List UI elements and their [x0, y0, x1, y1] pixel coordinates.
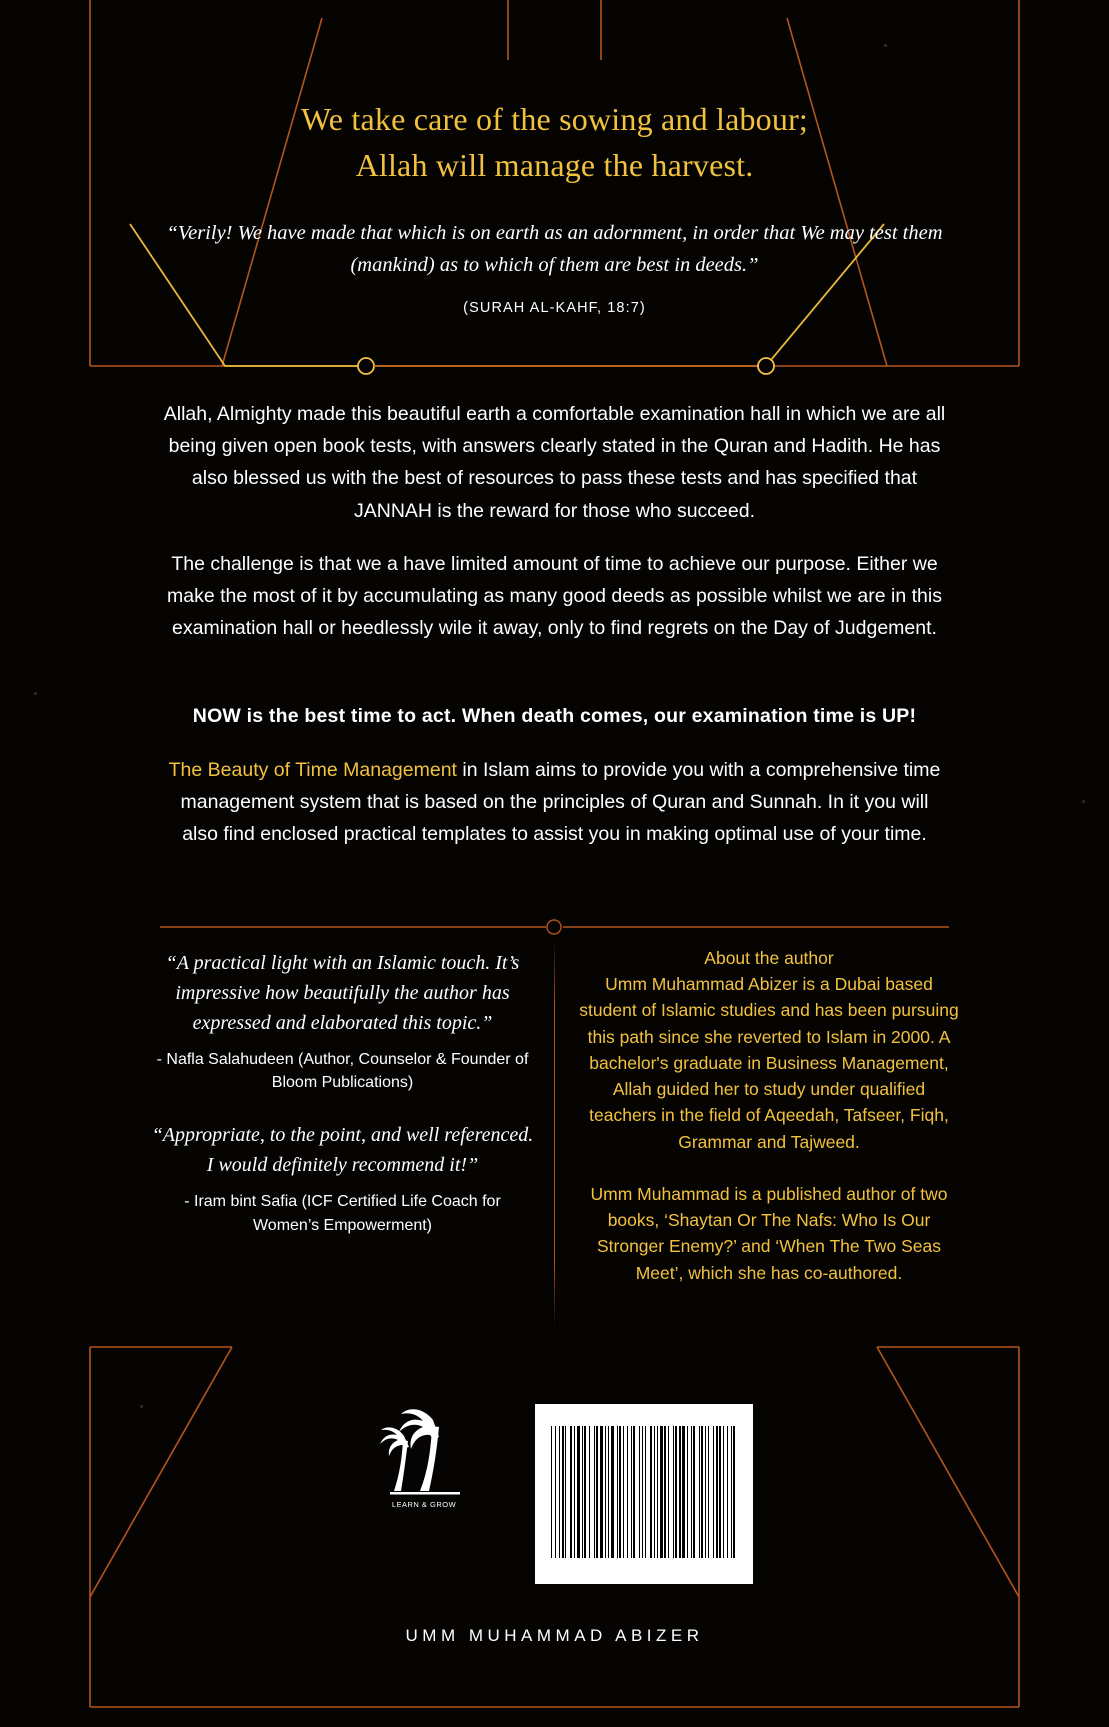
about-author-paragraph-1: Umm Muhammad Abizer is a Dubai based student of Islamic studies and has been pursuing this path since she reverted to Islam in 2000. A bachelor's graduate in Business Management, Allah guided her to study under qualified teachers in the field of Aqeedah, Tafseer, Fiqh, Grammar and Tajweed.	[579, 974, 959, 1152]
cover-headline	[0, 96, 1109, 189]
book-title-highlight: The Beauty of Time Management	[168, 759, 457, 781]
about-author-paragraph-2: Umm Muhammad is a published author of two books, ‘Shaytan Or The Nafs: Who Is Our Stronger Enemy?’ and ‘When The Two Seas Meet’, which she has co-authored.	[590, 1183, 948, 1283]
headline-line-2: Allah will manage the harvest.	[355, 147, 754, 184]
column-divider	[554, 938, 555, 1328]
testimonial-attribution: - Nafla Salahudeen (Author, Counselor & Founder of Bloom Publications)	[156, 1051, 529, 1092]
body-paragraph-4	[160, 754, 949, 851]
barcode-icon	[551, 1426, 737, 1558]
testimonials-divider	[160, 918, 949, 936]
quran-verse-reference: (SURAH AL-KAHF, 18:7)	[463, 300, 646, 316]
quran-verse: “Verily! We have made that which is on earth as an adornment, in order that We may test them (mankind) as to which of them are best in deeds.”	[166, 222, 943, 276]
testimonial-quote: “Appropriate, to the point, and well referenced. I would definitely recommend it!”	[151, 1124, 534, 1177]
testimonials-column	[150, 948, 535, 1237]
headline-line-1: We take care of the sowing and labour;	[300, 101, 809, 137]
about-author-column	[579, 948, 959, 1286]
testimonial-quote: “A practical light with an Islamic touch. It’s impressive how beautifully the author has expressed and elaborated this topic.”	[165, 952, 520, 1034]
publisher-logo	[370, 1392, 478, 1518]
barcode	[535, 1404, 753, 1584]
about-author-title: About the author	[704, 948, 834, 968]
body-paragraph-2: The challenge is that we a have limited amount of time to achieve our purpose. Either we make the most of it by accumulating as many good deeds as possible whilst we are in this examination hall or heedlessly wile it away, only to find regrets on the Day of Judgement.	[167, 553, 942, 640]
publisher-wordmark: LEARN & GROW	[391, 1500, 457, 1509]
author-name: UMM MUHAMMAD ABIZER	[405, 1626, 704, 1645]
body-paragraph-1: Allah, Almighty made this beautiful earth a comfortable examination hall in which we are all being given open book tests, with answers clearly stated in the Quran and Hadith. He has also blessed us with the best of resources to pass these tests and has specified that JANNAH is the reward for those who succeed.	[163, 403, 946, 522]
body-callout: NOW is the best time to act. When death comes, our examination time is UP!	[192, 705, 917, 727]
book-title-rest: in Islam aims to provide you with a comprehensive time management system that is based on the principles of Quran and Sunnah. In it you will also find enclosed practical templates to assist you in making optimal use of your time.	[180, 759, 941, 846]
testimonial-attribution: - Iram bint Safia (ICF Certified Life Coach for Women’s Empowerment)	[184, 1193, 501, 1234]
